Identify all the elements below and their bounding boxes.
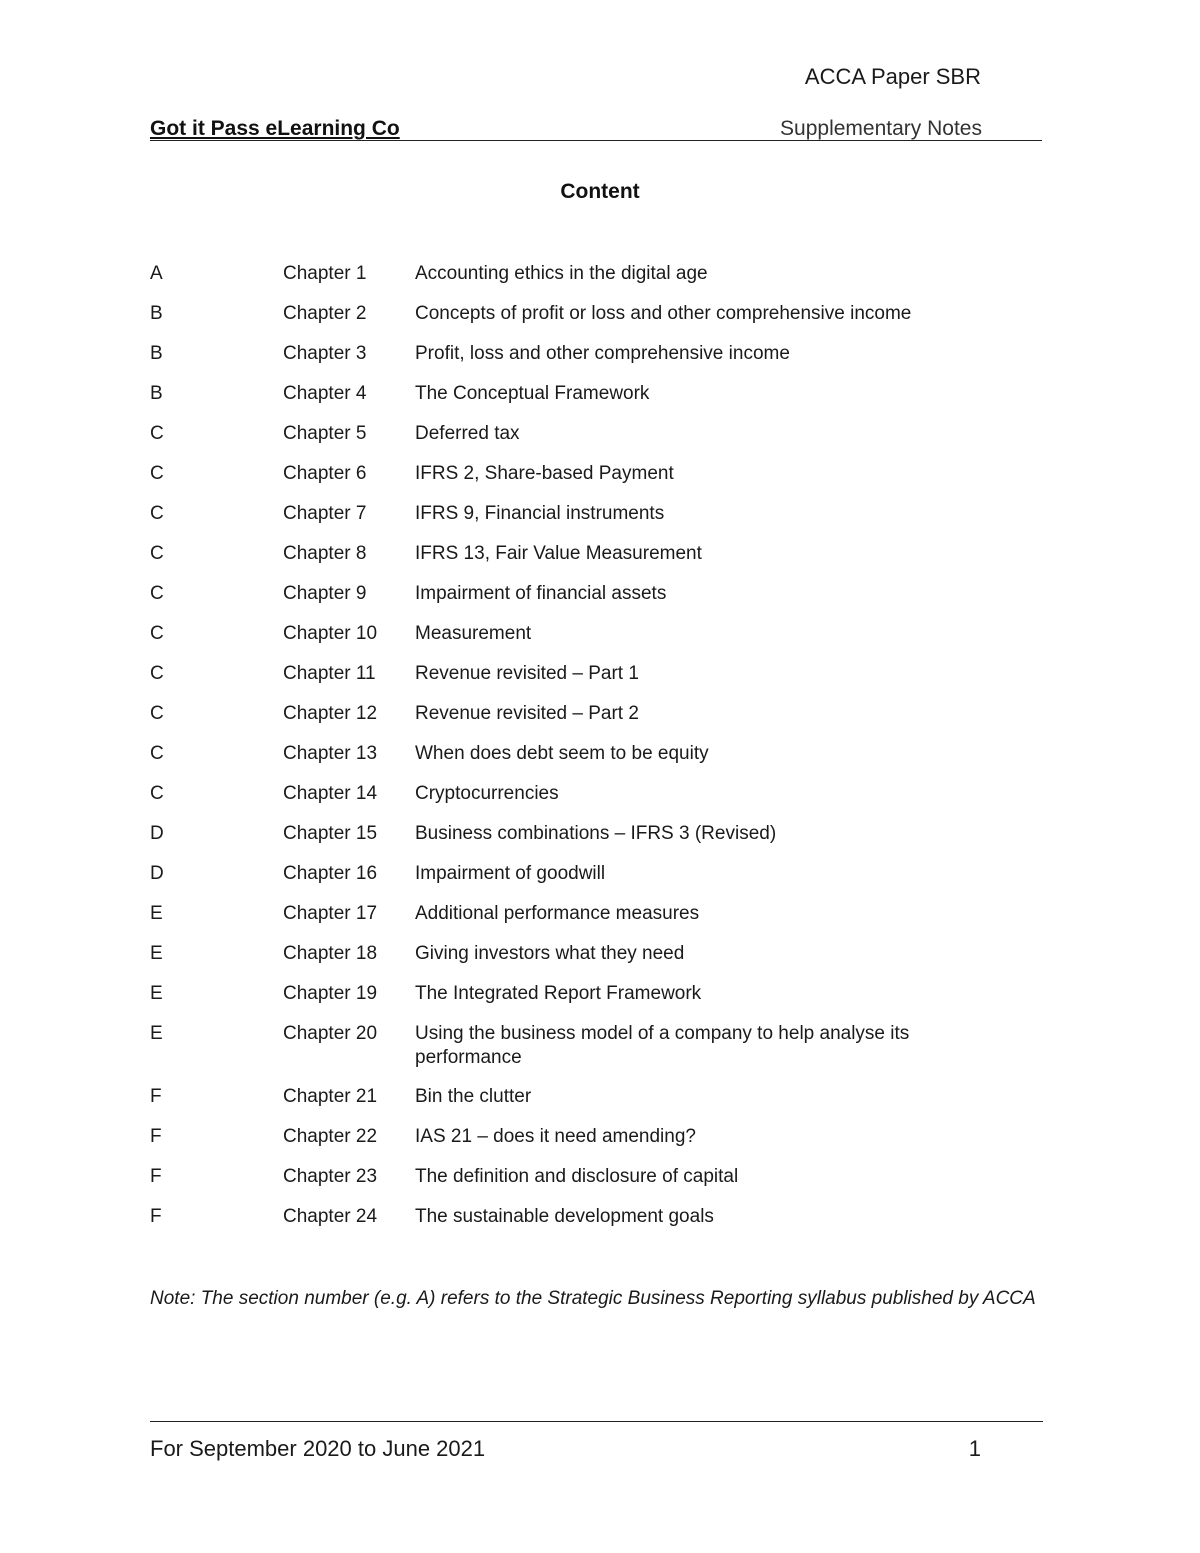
toc-chapter: Chapter 4 [283,383,367,404]
toc-row [150,782,1042,822]
toc-row [150,342,1042,382]
toc-section: B [150,383,163,404]
toc-title: Revenue revisited – Part 2 [415,703,639,724]
toc-section: D [150,863,164,884]
toc-chapter: Chapter 7 [283,503,367,524]
toc-section: C [150,543,164,564]
toc-title: Deferred tax [415,423,520,444]
toc-chapter: Chapter 9 [283,583,367,604]
toc-title: IFRS 2, Share-based Payment [415,463,674,484]
toc-chapter: Chapter 23 [283,1166,378,1187]
toc-chapter: Chapter 15 [283,823,378,844]
toc-title: Bin the clutter [415,1086,532,1107]
toc-chapter: Chapter 2 [283,303,367,324]
toc-title: When does debt seem to be equity [415,743,709,764]
toc-chapter: Chapter 14 [283,783,378,804]
toc-chapter: Chapter 6 [283,463,367,484]
toc-title: The definition and disclosure of capital [415,1166,739,1187]
toc-section: C [150,583,164,604]
page-title: Content [560,180,640,203]
toc-row [150,742,1042,782]
toc-section: B [150,343,163,364]
toc-chapter: Chapter 22 [283,1126,378,1147]
toc-row [150,422,1042,462]
toc-chapter: Chapter 11 [283,663,376,684]
toc-chapter: Chapter 8 [283,543,367,564]
toc-section: E [150,943,163,964]
toc-section: D [150,823,164,844]
toc-chapter: Chapter 1 [283,263,367,284]
toc-chapter: Chapter 13 [283,743,378,764]
toc-title: The sustainable development goals [415,1206,714,1227]
toc-section: C [150,503,164,524]
toc-chapter: Chapter 10 [283,623,378,644]
toc-chapter: Chapter 12 [283,703,378,724]
toc-title: IFRS 13, Fair Value Measurement [415,543,702,564]
toc-title: Profit, loss and other comprehensive income [415,343,790,364]
toc-title: Accounting ethics in the digital age [415,263,708,284]
toc-chapter: Chapter 16 [283,863,378,884]
toc-title: Business combinations – IFRS 3 (Revised) [415,823,777,844]
toc-section: C [150,663,164,684]
toc-row [150,622,1042,662]
toc-row [150,1085,1042,1125]
toc-section: E [150,1023,163,1044]
toc-row [150,942,1042,982]
toc-row [150,982,1042,1022]
toc-row [150,1125,1042,1165]
company-name: Got it Pass eLearning Co [150,117,400,140]
toc-chapter: Chapter 17 [283,903,378,924]
toc-row [150,902,1042,942]
toc-title: Additional performance measures [415,903,700,924]
toc-row [150,1165,1042,1205]
toc-row [150,462,1042,502]
toc-row [150,262,1042,302]
toc-row [150,862,1042,902]
toc-section: C [150,783,164,804]
toc-section: F [150,1166,162,1187]
toc-row [150,502,1042,542]
toc-row [150,662,1042,702]
toc-section: E [150,903,163,924]
footer-period: For September 2020 to June 2021 [150,1436,486,1461]
toc-row [150,702,1042,742]
toc-section: A [150,263,163,284]
toc-row [150,302,1042,342]
paper-label: ACCA Paper SBR [804,64,981,89]
toc-title: The Conceptual Framework [415,383,650,404]
page-header [150,114,1042,141]
toc-row [150,1022,1042,1085]
toc-title: Using the business model of a company to help analyse its performance [415,1023,910,1068]
toc-row [150,1205,1042,1245]
toc-chapter: Chapter 24 [283,1206,378,1227]
toc-title: Measurement [415,623,532,644]
toc-chapter: Chapter 18 [283,943,378,964]
toc-section: F [150,1126,162,1147]
toc-section: B [150,303,163,324]
toc-title: The Integrated Report Framework [415,983,702,1004]
toc-section: E [150,983,163,1004]
toc-title: IFRS 9, Financial instruments [415,503,665,524]
toc-section: C [150,703,164,724]
toc-row [150,542,1042,582]
toc-chapter: Chapter 19 [283,983,378,1004]
toc-chapter: Chapter 20 [283,1023,378,1044]
toc-title: Concepts of profit or loss and other comprehensive income [415,303,912,324]
toc-section: C [150,423,164,444]
toc-section: C [150,623,164,644]
syllabus-note: Note: The section number (e.g. A) refers to the Strategic Business Reporting syllabus published by ACCA [150,1288,1036,1309]
footer-divider [150,1421,1043,1422]
toc-chapter: Chapter 3 [283,343,367,364]
toc-chapter: Chapter 5 [283,423,367,444]
toc-title: Cryptocurrencies [415,783,559,804]
toc-row [150,582,1042,622]
toc-chapter: Chapter 21 [283,1086,378,1107]
toc-section: F [150,1086,162,1107]
supplementary-notes-label: Supplementary Notes [780,117,982,140]
toc-title: Impairment of financial assets [415,583,667,604]
toc-title: Giving investors what they need [415,943,685,964]
page-number: 1 [968,1436,981,1461]
toc-title: IAS 21 – does it need amending? [415,1126,696,1147]
toc-section: C [150,463,164,484]
toc-section: F [150,1206,162,1227]
toc-row [150,822,1042,862]
toc-section: C [150,743,164,764]
toc-title: Revenue revisited – Part 1 [415,663,639,684]
table-of-contents [150,262,1042,1245]
toc-title: Impairment of goodwill [415,863,606,884]
toc-row [150,382,1042,422]
